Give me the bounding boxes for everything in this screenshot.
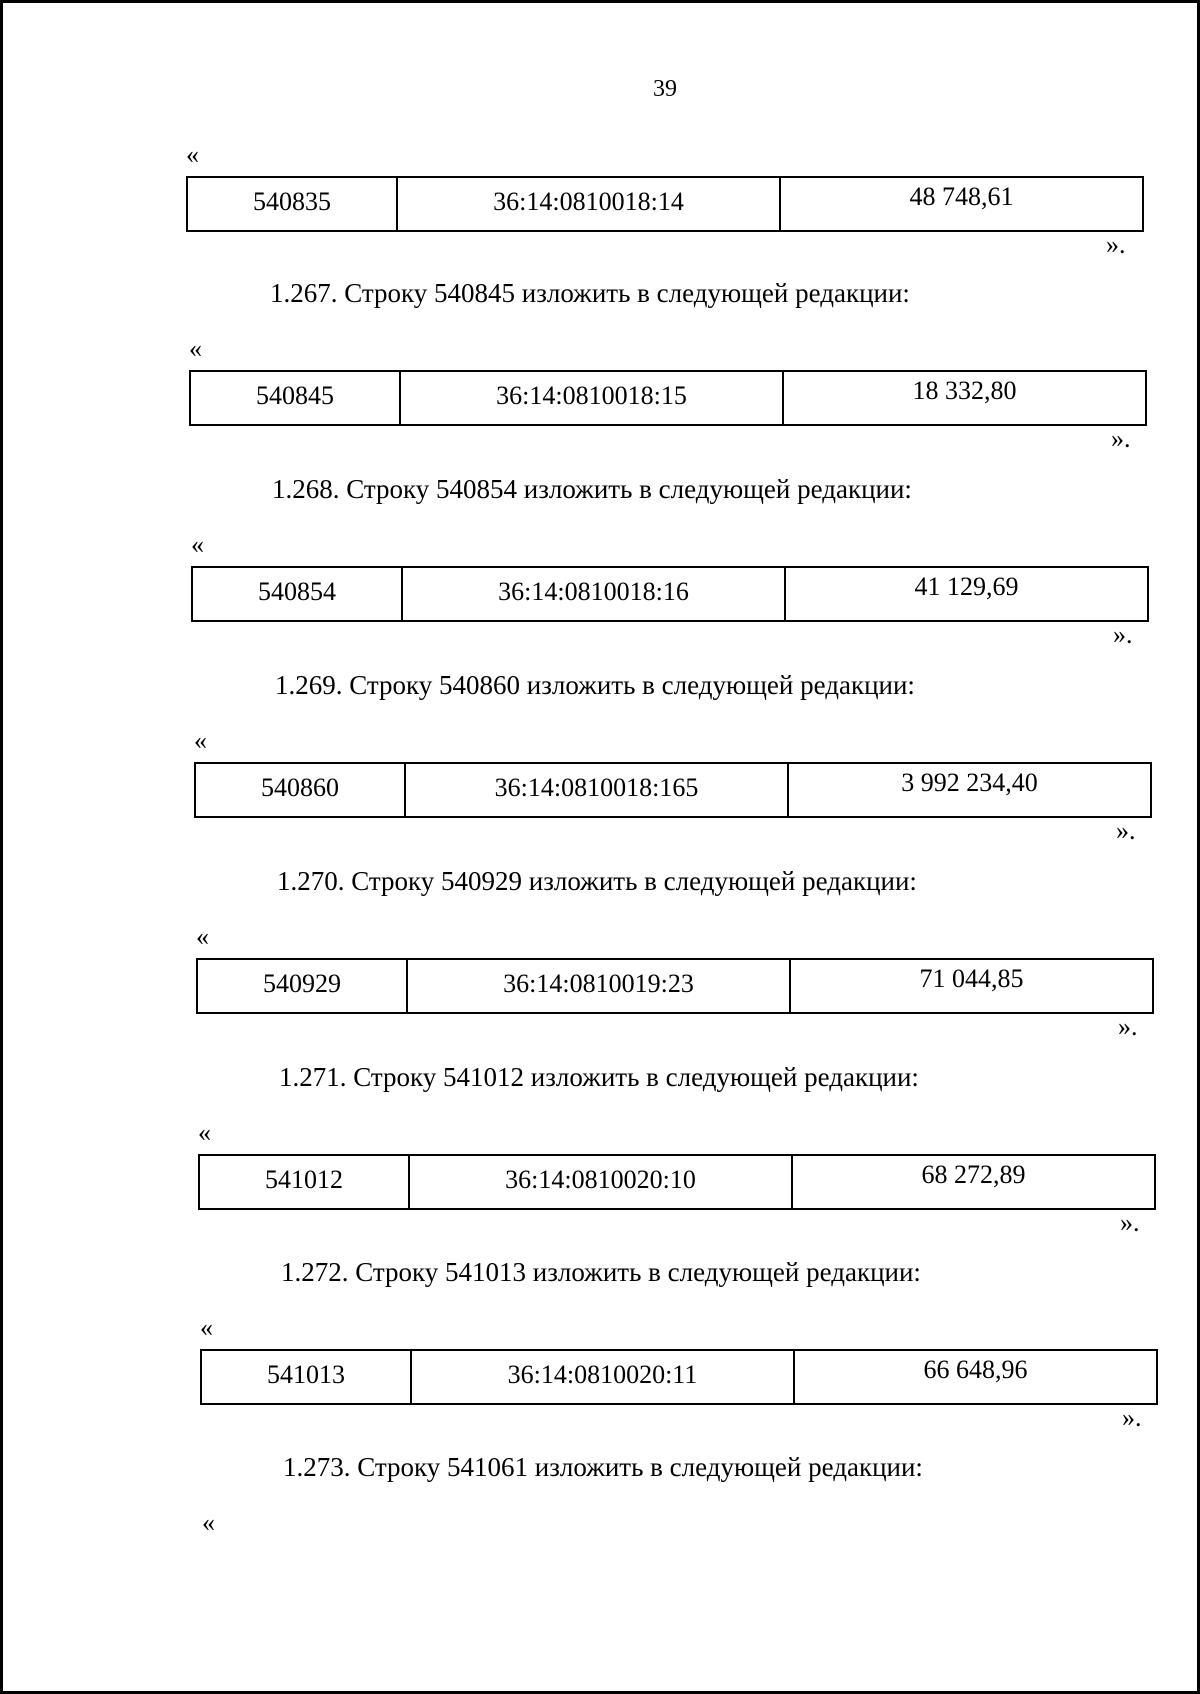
amendment-section	[202, 1452, 1200, 1642]
amendment-heading: 1.270. Строку 540929 изложить в следующей редакции:	[277, 866, 917, 896]
page-number: 39	[653, 76, 677, 102]
close-quote: ».	[1106, 230, 1126, 259]
row-table	[189, 370, 1147, 426]
row-value: 18 332,80	[912, 376, 1017, 405]
row-table	[186, 176, 1144, 232]
row-cadastral-number: 36:14:0810018:16	[403, 568, 786, 620]
open-quote: «	[198, 1118, 211, 1147]
open-quote: «	[202, 1508, 215, 1537]
close-quote: ».	[1113, 620, 1133, 649]
amendment-section	[196, 866, 1200, 1056]
row-value: 66 648,96	[923, 1355, 1028, 1384]
amendment-section	[198, 1062, 1200, 1252]
close-quote: ».	[1118, 1012, 1138, 1041]
row-code: 540929	[198, 960, 408, 1012]
row-code: 540854	[193, 568, 403, 620]
first-block	[186, 86, 1200, 276]
row-table	[191, 566, 1149, 622]
row-code: 541013	[202, 1351, 412, 1403]
row-cadastral-number: 36:14:0810020:11	[412, 1351, 795, 1403]
close-quote: ».	[1120, 1208, 1140, 1237]
row-cadastral-number: 36:14:0810019:23	[408, 960, 791, 1012]
amendment-heading: 1.272. Строку 541013 изложить в следующей редакции:	[281, 1257, 921, 1287]
close-quote: ».	[1111, 424, 1131, 453]
row-value: 3 992 234,40	[901, 768, 1038, 797]
row-code: 540860	[196, 764, 406, 816]
amendment-section	[191, 474, 1200, 664]
amendment-section	[189, 278, 1200, 468]
row-value: 68 272,89	[921, 1160, 1026, 1189]
row-value: 41 129,69	[914, 572, 1019, 601]
row-cadastral-number: 36:14:0810018:15	[401, 372, 784, 424]
row-code: 540845	[191, 372, 401, 424]
open-quote: «	[186, 140, 199, 169]
row-table	[198, 1154, 1156, 1210]
close-quote: ».	[1122, 1403, 1142, 1432]
amendment-heading: 1.273. Строку 541061 изложить в следующей редакции:	[283, 1452, 923, 1482]
row-code: 541012	[200, 1156, 410, 1208]
amendment-heading: 1.268. Строку 540854 изложить в следующей редакции:	[272, 474, 912, 504]
amendment-heading: 1.269. Строку 540860 изложить в следующей редакции:	[275, 670, 915, 700]
open-quote: «	[196, 922, 209, 951]
open-quote: «	[194, 726, 207, 755]
row-table	[196, 958, 1154, 1014]
open-quote: «	[200, 1313, 213, 1342]
row-value: 71 044,85	[919, 964, 1024, 993]
amendment-section	[194, 670, 1200, 860]
row-table	[194, 762, 1152, 818]
row-value: 48 748,61	[909, 182, 1014, 211]
row-cadastral-number: 36:14:0810020:10	[410, 1156, 793, 1208]
amendment-heading: 1.271. Строку 541012 изложить в следующей редакции:	[279, 1062, 919, 1092]
amendment-heading: 1.267. Строку 540845 изложить в следующей редакции:	[270, 278, 910, 308]
open-quote: «	[189, 334, 202, 363]
row-cadastral-number: 36:14:0810018:14	[398, 178, 781, 230]
row-table	[200, 1349, 1158, 1405]
open-quote: «	[191, 530, 204, 559]
amendment-section	[200, 1257, 1200, 1447]
close-quote: ».	[1116, 816, 1136, 845]
row-code: 540835	[188, 178, 398, 230]
row-cadastral-number: 36:14:0810018:165	[406, 764, 789, 816]
